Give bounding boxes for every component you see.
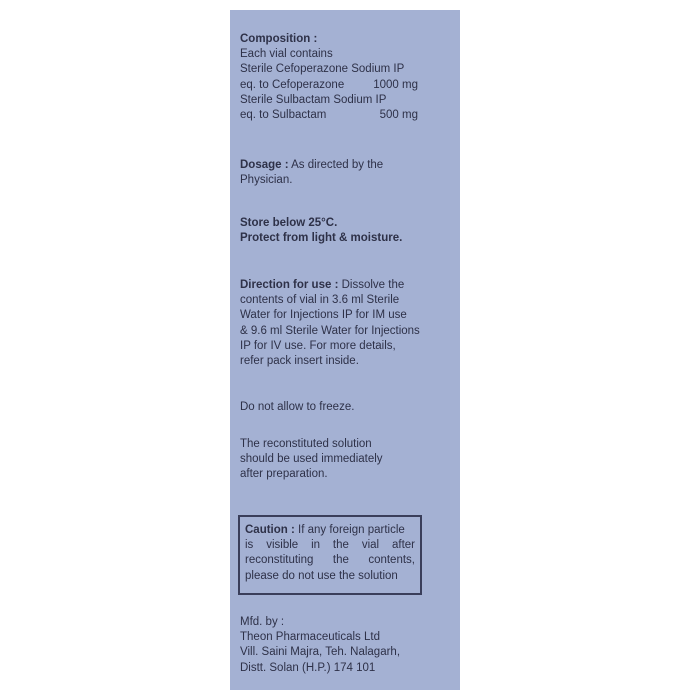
direction-text: contents of vial in 3.6 ml Sterile [240, 294, 400, 307]
composition-heading: Composition : [240, 33, 318, 45]
reconstitution-text: The reconstituted solution [240, 438, 372, 450]
direction-line [240, 278, 440, 293]
composition-amount: 500 mg [379, 109, 418, 122]
composition-ingredient: eq. to Sulbactam [240, 109, 327, 122]
manufacturer-address: Vill. Saini Majra, Teh. Nalagarh, [240, 646, 401, 659]
caution-box [238, 515, 422, 595]
direction-heading: Direction for use : [240, 279, 339, 291]
dosage-heading: Dosage : [240, 159, 289, 171]
reconstitution-section [240, 437, 440, 483]
caution-text: is visible in the vial after [245, 539, 415, 552]
composition-row-sulbactam [240, 108, 418, 123]
composition-line: Sterile Cefoperazone Sodium IP [240, 63, 405, 76]
manufacturer-label: Mfd. by : [240, 616, 285, 628]
direction-text: refer pack insert inside. [240, 355, 359, 368]
manufacturer-section [240, 615, 440, 676]
composition-line: Sterile Sulbactam Sodium IP [240, 93, 387, 106]
storage-section [240, 216, 440, 246]
reconstitution-text: should be used immediately [240, 453, 383, 466]
manufacturer-address: Distt. Solan (H.P.) 174 101 [240, 661, 376, 674]
caution-text: If any foreign particle [298, 524, 405, 536]
direction-text: IP for IV use. For more details, [240, 339, 396, 352]
storage-protection: Protect from light & moisture. [240, 232, 403, 245]
composition-section [240, 32, 440, 123]
manufacturer-name: Theon Pharmaceuticals Ltd [240, 631, 380, 644]
product-label-panel [230, 10, 460, 690]
dosage-text: As directed by the [291, 159, 384, 171]
dosage-text: Physician. [240, 174, 293, 187]
composition-amount: 1000 mg [373, 78, 418, 91]
composition-row-cefoperazone [240, 78, 418, 93]
direction-text: Dissolve the [341, 279, 405, 291]
composition-line: Each vial contains [240, 48, 333, 61]
direction-text: & 9.6 ml Sterile Water for Injections [240, 324, 420, 337]
dosage-section [240, 158, 440, 188]
caution-line [245, 523, 415, 538]
reconstitution-text: after preparation. [240, 468, 328, 481]
direction-section [240, 278, 440, 369]
caution-text: reconstituting the contents, [245, 554, 415, 567]
dosage-line [240, 158, 440, 173]
caution-heading: Caution : [245, 524, 295, 536]
composition-ingredient: eq. to Cefoperazone [240, 78, 345, 91]
direction-text: Water for Injections IP for IM use [240, 309, 407, 322]
freeze-warning: Do not allow to freeze. [240, 401, 355, 413]
freeze-section [240, 400, 440, 415]
storage-temperature: Store below 25°C. [240, 217, 338, 229]
caution-text: please do not use the solution [245, 569, 398, 582]
